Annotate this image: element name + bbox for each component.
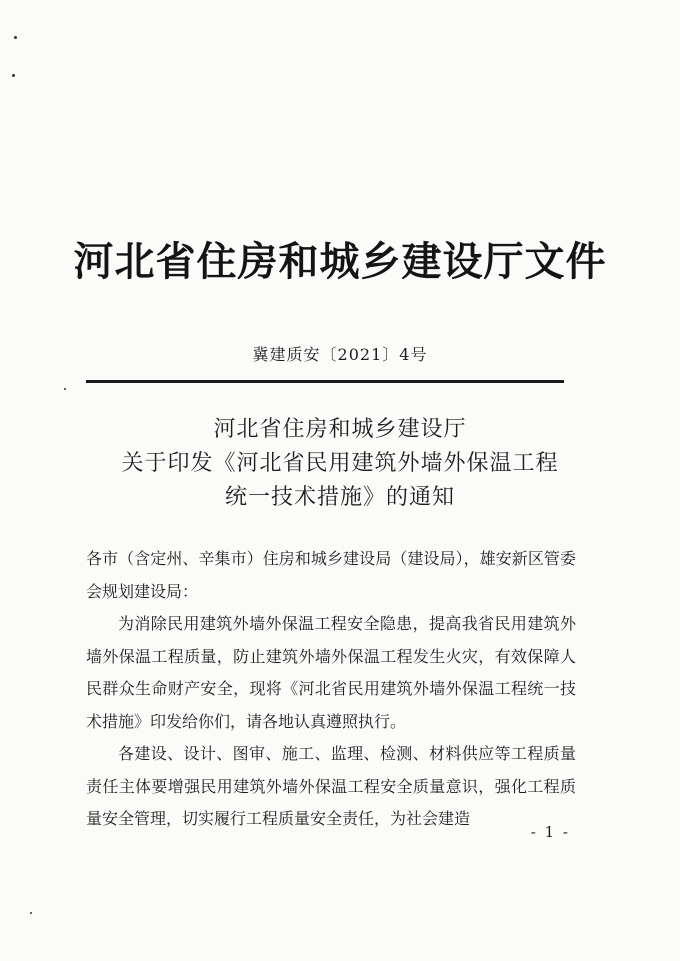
- document-masthead: 河北省住房和城乡建设厅文件: [73, 239, 607, 285]
- scan-speck: [12, 74, 15, 77]
- document-number: 冀建质安〔2021〕4号: [252, 345, 428, 364]
- notice-title: [0, 413, 680, 515]
- notice-body: [86, 543, 576, 836]
- scan-speck: [64, 388, 66, 390]
- scan-speck: [14, 36, 17, 39]
- body-paragraph-1: 为消除民用建筑外墙外保温工程安全隐患，提高我省民用建筑外墙外保温工程质量，防止建筑外墙外保温工程发生火灾，有效保障人民群众生命财产安全，现将《河北省民用建筑外墙外保温工程统一技术措施》印发给你们，请各地认真遵照执行。: [86, 614, 576, 731]
- scan-speck: [30, 912, 32, 914]
- header-divider: [86, 380, 564, 383]
- notice-title-line-1: 河北省住房和城乡建设厅: [213, 417, 467, 442]
- addressee: 各市（含定州、辛集市）住房和城乡建设局（建设局），雄安新区管委会规划建设局：: [86, 549, 576, 601]
- notice-title-line-3: 统一技术措施》的通知: [224, 485, 455, 510]
- page-number: - 1 -: [530, 823, 570, 841]
- body-paragraph-2: 各建设、设计、图审、施工、监理、检测、材料供应等工程质量责任主体要增强民用建筑外墙外保温工程安全质量意识，强化工程质量安全管理，切实履行工程质量安全责任，为社会建造: [86, 744, 576, 828]
- notice-title-line-2: 关于印发《河北省民用建筑外墙外保温工程: [121, 451, 559, 476]
